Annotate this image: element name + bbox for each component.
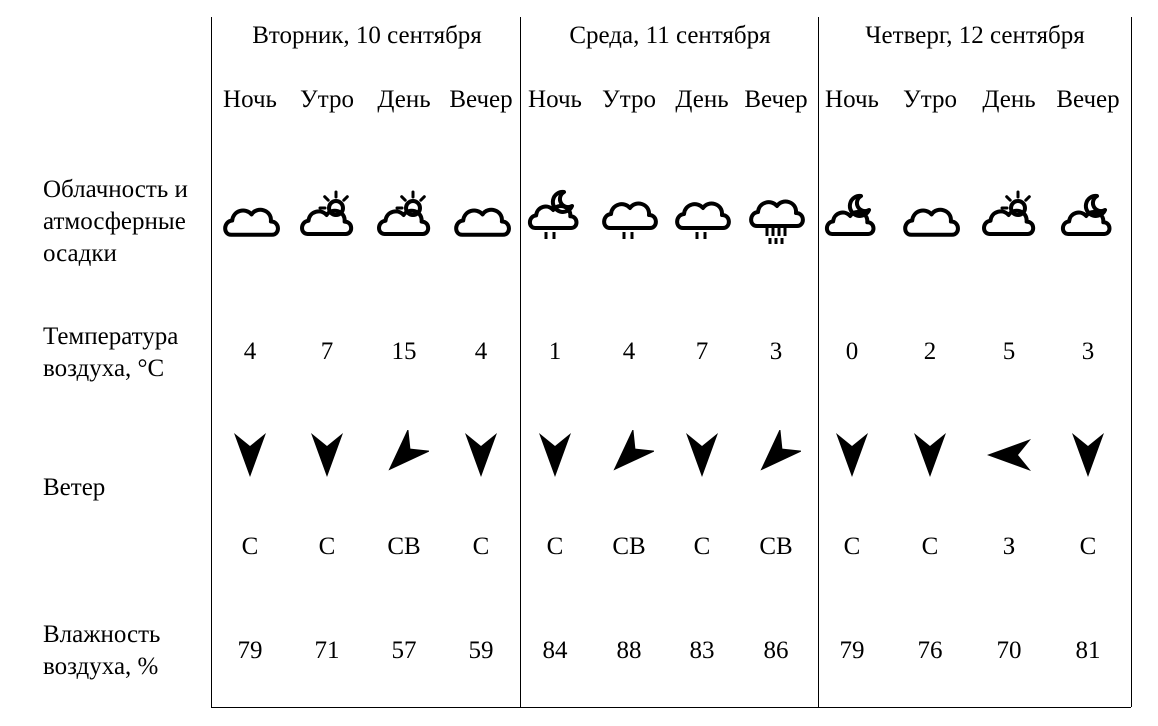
day-header: Четверг, 12 сентября [865,22,1085,49]
temperature-value: 15 [391,338,417,365]
period-label: Ночь [825,86,879,113]
arrow-down-icon [827,430,877,480]
humidity-value: 79 [839,637,865,664]
cloud-icon [450,188,512,250]
row-label-temperature-line1: Температура [43,323,179,350]
day-header: Среда, 11 сентября [569,22,771,49]
row-label-cloud-line2: атмосферные [43,208,186,235]
sun-cloud-icon [373,188,435,250]
wind-direction: С [472,533,490,560]
row-label-temperature-line2: воздуха, °С [43,355,165,382]
row-label-humidity-line2: воздуха, % [43,653,159,680]
humidity-value: 71 [314,637,340,664]
moon-cloud-rain-icon [524,188,586,250]
arrow-down-icon [530,430,580,480]
wind-direction: С [318,533,336,560]
temperature-value: 0 [845,338,859,365]
period-label: День [982,86,1036,113]
arrow-right-icon [984,430,1034,480]
row-label-wind: Ветер [43,474,106,501]
period-label: Утро [602,86,656,113]
humidity-value: 57 [391,637,417,664]
wind-direction: С [1079,533,1097,560]
arrow-down-icon [456,430,506,480]
temperature-value: 4 [474,338,488,365]
wind-direction: СВ [387,533,421,560]
temperature-value: 7 [320,338,334,365]
humidity-value: 59 [468,637,494,664]
period-label: Вечер [744,86,808,113]
wind-direction: С [843,533,861,560]
arrow-down-icon [225,430,275,480]
wind-direction: С [921,533,939,560]
arrow-down-left-icon [604,430,654,480]
humidity-value: 76 [917,637,943,664]
arrow-down-icon [905,430,955,480]
cloud-icon [899,188,961,250]
table-border-bottom [211,707,1131,708]
temperature-value: 1 [548,338,562,365]
temperature-value: 4 [622,338,636,365]
row-label-cloud-line1: Облачность и [43,176,188,203]
temperature-value: 3 [769,338,783,365]
period-label: Вечер [1056,86,1120,113]
cloud-icon [219,188,281,250]
wind-direction: СВ [759,533,793,560]
sun-cloud-icon [296,188,358,250]
sun-cloud-icon [978,188,1040,250]
row-label-cloud [43,174,188,270]
period-label: Вечер [449,86,513,113]
temperature-value: 5 [1002,338,1016,365]
temperature-value: 7 [695,338,709,365]
wind-direction: СВ [612,533,646,560]
humidity-value: 86 [763,637,789,664]
temperature-value: 4 [243,338,257,365]
humidity-value: 79 [237,637,263,664]
table-border-right [1131,17,1132,707]
row-label-cloud-line3: осадки [43,240,117,267]
period-label: День [377,86,431,113]
wind-direction: С [693,533,711,560]
humidity-value: 88 [616,637,642,664]
humidity-value: 84 [542,637,568,664]
moon-cloud-icon [821,188,883,250]
period-label: День [675,86,729,113]
cloud-rain-icon [598,188,660,250]
wind-direction: С [241,533,259,560]
cloud-rain-icon [671,188,733,250]
period-label: Ночь [223,86,277,113]
moon-cloud-icon [1057,188,1119,250]
row-label-temperature [43,321,178,385]
temperature-value: 2 [923,338,937,365]
arrow-down-left-icon [751,430,801,480]
temperature-value: 3 [1081,338,1095,365]
arrow-down-icon [302,430,352,480]
cloud-heavy-rain-icon [745,188,807,250]
period-label: Ночь [528,86,582,113]
period-label: Утро [300,86,354,113]
arrow-down-left-icon [379,430,429,480]
row-label-humidity-line1: Влажность [43,621,161,648]
humidity-value: 81 [1075,637,1101,664]
row-label-humidity [43,619,160,683]
period-label: Утро [903,86,957,113]
wind-direction: З [1002,533,1016,560]
humidity-value: 70 [996,637,1022,664]
humidity-value: 83 [689,637,715,664]
arrow-down-icon [1063,430,1113,480]
wind-direction: С [546,533,564,560]
day-header: Вторник, 10 сентября [252,22,482,49]
arrow-down-icon [677,430,727,480]
